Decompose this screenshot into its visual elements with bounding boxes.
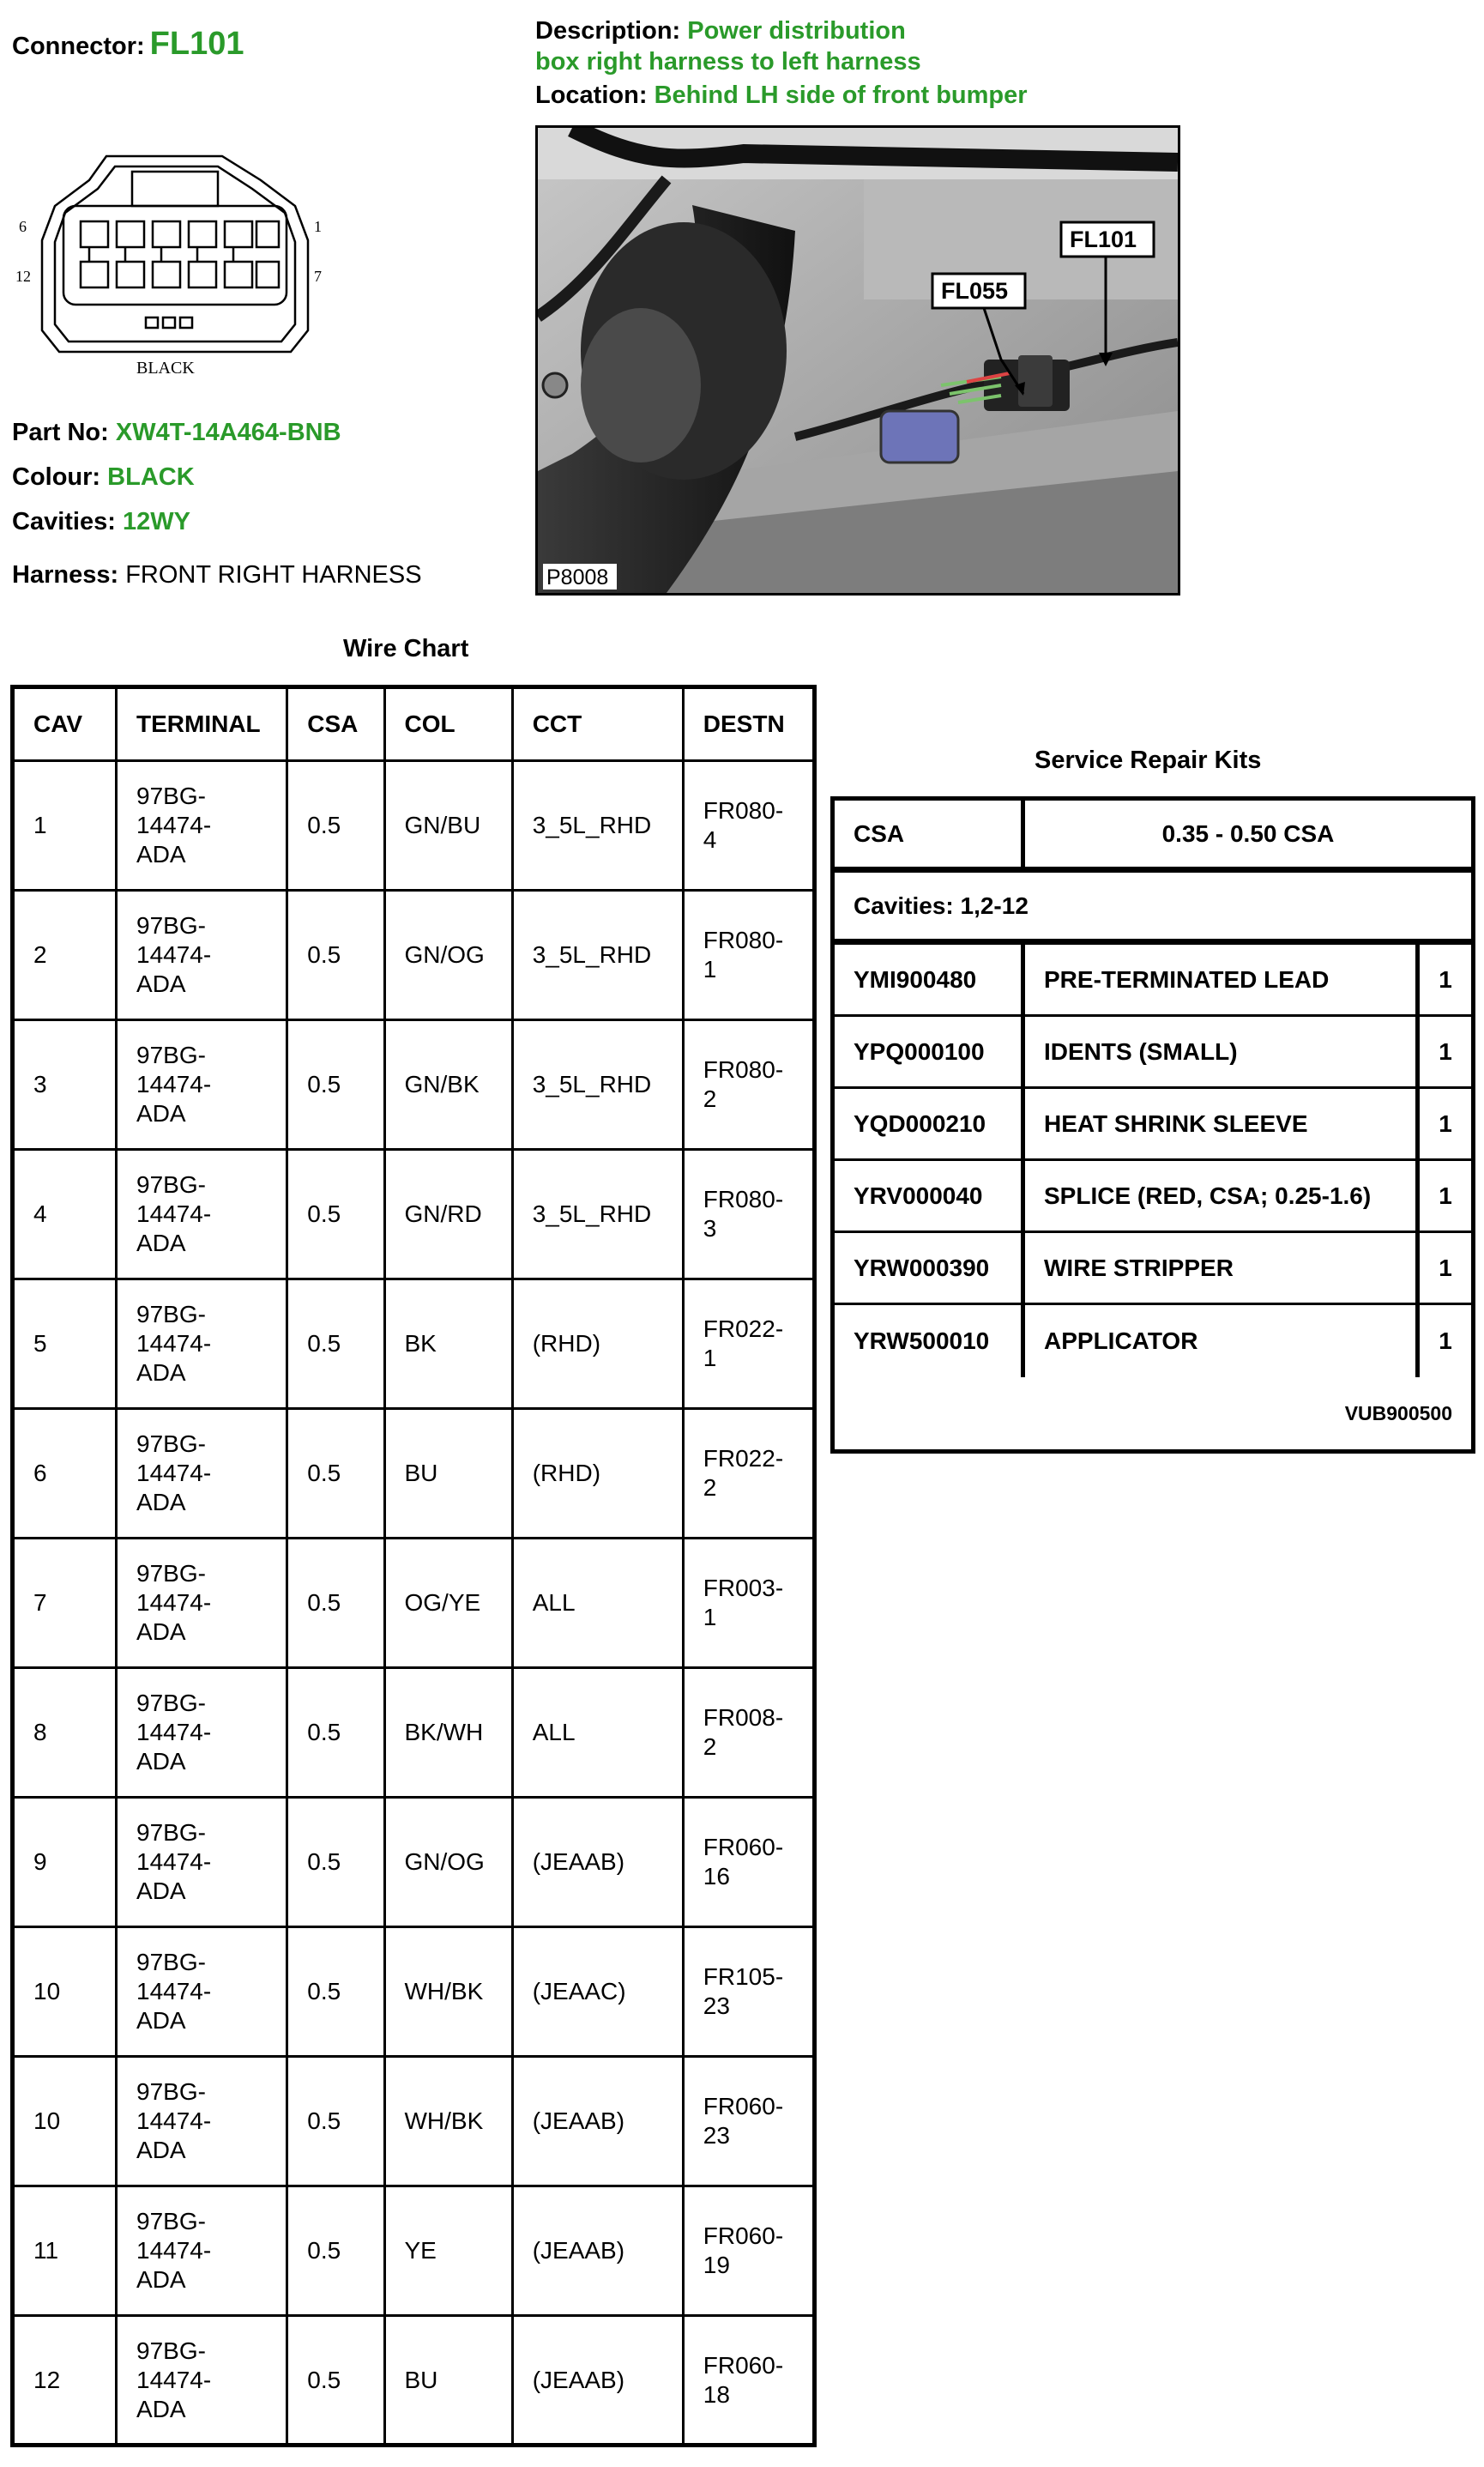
photo-ref: P8008	[546, 565, 609, 590]
srk-item-row	[835, 1305, 1471, 1377]
cell-terminal: 97BG- 14474- ADA	[117, 1927, 287, 2057]
wire-chart-title: Wire Chart	[343, 635, 469, 662]
part-no-row	[12, 419, 341, 447]
srk-item-qty: 1	[1439, 1110, 1452, 1137]
cell-cav: 10	[13, 2057, 117, 2186]
srk-item-desc: PRE-TERMINATED LEAD	[1025, 945, 1420, 1014]
cell-cav: 2	[13, 891, 117, 1020]
service-kits-table	[830, 796, 1475, 1454]
cell-destn: FR060- 16	[683, 1798, 814, 1927]
cell-col: BK/WH	[384, 1668, 512, 1798]
pin-label-6: 6	[19, 218, 27, 235]
cell-csa: 0.5	[287, 2316, 384, 2446]
table-row	[13, 1279, 815, 1409]
cell-terminal: 97BG- 14474- ADA	[117, 1279, 287, 1409]
cell-terminal: 97BG- 14474- ADA	[117, 2057, 287, 2186]
wire-chart-table	[10, 685, 817, 2447]
srk-item-row	[835, 1017, 1471, 1089]
connector-heading	[12, 26, 244, 63]
srk-ref-row	[835, 1377, 1471, 1449]
cell-csa: 0.5	[287, 1798, 384, 1927]
srk-item-code: YPQ000100	[835, 1017, 1025, 1086]
srk-item-row	[835, 1089, 1471, 1161]
cell-csa: 0.5	[287, 1668, 384, 1798]
col-header-csa: CSA	[287, 687, 384, 761]
col-header-terminal: TERMINAL	[117, 687, 287, 761]
srk-csa-row	[835, 801, 1471, 873]
srk-item-code: YRW000390	[835, 1233, 1025, 1303]
srk-item-desc: IDENTS (SMALL)	[1025, 1017, 1420, 1086]
table-row	[13, 891, 815, 1020]
table-row	[13, 1409, 815, 1539]
cell-cct: 3_5L_RHD	[512, 891, 683, 1020]
location	[535, 82, 1028, 110]
col-header-col: COL	[384, 687, 512, 761]
harness-row	[12, 561, 422, 590]
cell-destn: FR060- 23	[683, 2057, 814, 2186]
cell-cct: 3_5L_RHD	[512, 761, 683, 891]
harness-value: FRONT RIGHT HARNESS	[125, 561, 422, 589]
srk-ref: VUB900500	[1344, 1401, 1452, 1424]
srk-item-row	[835, 945, 1471, 1017]
cell-cav: 10	[13, 1927, 117, 2057]
cell-cav: 9	[13, 1798, 117, 1927]
table-row	[13, 2316, 815, 2446]
cell-terminal: 97BG- 14474- ADA	[117, 2186, 287, 2316]
colour-row	[12, 463, 195, 492]
col-header-cav: CAV	[13, 687, 117, 761]
cell-cav: 3	[13, 1020, 117, 1150]
cell-cav: 5	[13, 1279, 117, 1409]
cell-terminal: 97BG- 14474- ADA	[117, 1798, 287, 1927]
cell-destn: FR105- 23	[683, 1927, 814, 2057]
wire-chart-header-row	[13, 687, 815, 761]
cell-destn: FR060- 18	[683, 2316, 814, 2446]
pin-label-7: 7	[314, 268, 322, 285]
cavities-label: Cavities:	[12, 508, 116, 535]
diagram-colour-caption: BLACK	[136, 359, 195, 378]
srk-item-qty: 1	[1439, 1182, 1452, 1209]
colour-value: BLACK	[107, 463, 195, 491]
cell-cav: 11	[13, 2186, 117, 2316]
table-row	[13, 2057, 815, 2186]
location-photo	[535, 125, 1180, 596]
srk-item-code: YQD000210	[835, 1089, 1025, 1158]
cell-col: WH/BK	[384, 2057, 512, 2186]
connector-label: Connector:	[12, 33, 145, 60]
cell-cav: 7	[13, 1539, 117, 1668]
cell-terminal: 97BG- 14474- ADA	[117, 1668, 287, 1798]
harness-label: Harness:	[12, 561, 119, 589]
cell-cav: 12	[13, 2316, 117, 2446]
cell-destn: FR080- 2	[683, 1020, 814, 1150]
cell-destn: FR022- 1	[683, 1279, 814, 1409]
table-row	[13, 1150, 815, 1279]
cell-cct: (RHD)	[512, 1279, 683, 1409]
cell-csa: 0.5	[287, 2186, 384, 2316]
cell-cct: ALL	[512, 1668, 683, 1798]
table-row	[13, 1668, 815, 1798]
srk-item-row	[835, 1233, 1471, 1305]
srk-item-qty: 1	[1439, 965, 1452, 993]
cell-cct: (JEAAB)	[512, 2316, 683, 2446]
cell-col: GN/OG	[384, 891, 512, 1020]
srk-cavities: Cavities: 1,2-12	[854, 892, 1029, 919]
srk-item-desc: HEAT SHRINK SLEEVE	[1025, 1089, 1420, 1158]
srk-item-code: YMI900480	[835, 945, 1025, 1014]
cell-destn: FR003- 1	[683, 1539, 814, 1668]
cell-cct: (JEAAB)	[512, 2186, 683, 2316]
pin-label-1: 1	[314, 218, 322, 235]
cell-terminal: 97BG- 14474- ADA	[117, 761, 287, 891]
description-label: Description:	[535, 17, 681, 45]
srk-item-desc: APPLICATOR	[1025, 1305, 1420, 1377]
srk-item-qty: 1	[1439, 1254, 1452, 1281]
connector-diagram	[12, 146, 338, 386]
cell-destn: FR060- 19	[683, 2186, 814, 2316]
srk-item-code: YRV000040	[835, 1161, 1025, 1230]
cell-cct: (JEAAB)	[512, 1798, 683, 1927]
srk-item-row	[835, 1161, 1471, 1233]
srk-item-qty: 1	[1439, 1327, 1452, 1354]
cell-col: GN/BK	[384, 1020, 512, 1150]
table-row	[13, 1539, 815, 1668]
srk-item-qty: 1	[1439, 1037, 1452, 1065]
cell-terminal: 97BG- 14474- ADA	[117, 1150, 287, 1279]
cell-csa: 0.5	[287, 761, 384, 891]
cell-col: BU	[384, 2316, 512, 2446]
cell-csa: 0.5	[287, 1150, 384, 1279]
cell-cav: 1	[13, 761, 117, 891]
cell-destn: FR022- 2	[683, 1409, 814, 1539]
cell-terminal: 97BG- 14474- ADA	[117, 1020, 287, 1150]
cell-csa: 0.5	[287, 2057, 384, 2186]
srk-item-desc: SPLICE (RED, CSA; 0.25-1.6)	[1025, 1161, 1420, 1230]
cavities-value: 12WY	[122, 508, 190, 535]
cell-terminal: 97BG- 14474- ADA	[117, 891, 287, 1020]
description-line1: Power distribution	[687, 17, 906, 45]
cell-col: BK	[384, 1279, 512, 1409]
table-row	[13, 2186, 815, 2316]
part-no-label: Part No:	[12, 419, 109, 446]
cell-csa: 0.5	[287, 1539, 384, 1668]
table-row	[13, 1927, 815, 2057]
cell-cct: 3_5L_RHD	[512, 1020, 683, 1150]
cell-csa: 0.5	[287, 1409, 384, 1539]
srk-csa-label: CSA	[835, 801, 1025, 867]
cell-cav: 8	[13, 1668, 117, 1798]
service-kits-title: Service Repair Kits	[1035, 747, 1262, 774]
srk-item-desc: WIRE STRIPPER	[1025, 1233, 1420, 1303]
cavities-row	[12, 508, 190, 536]
cell-csa: 0.5	[287, 1020, 384, 1150]
srk-cavities-row	[835, 873, 1471, 945]
cell-destn: FR080- 1	[683, 891, 814, 1020]
cell-csa: 0.5	[287, 1927, 384, 2057]
pin-label-12: 12	[15, 268, 31, 285]
col-header-destn: DESTN	[683, 687, 814, 761]
cell-terminal: 97BG- 14474- ADA	[117, 2316, 287, 2446]
table-row	[13, 1798, 815, 1927]
cell-col: GN/RD	[384, 1150, 512, 1279]
location-value: Behind LH side of front bumper	[654, 82, 1028, 109]
photo-callout-fl055: FL055	[941, 278, 1009, 304]
cell-destn: FR080- 3	[683, 1150, 814, 1279]
cell-col: YE	[384, 2186, 512, 2316]
location-label: Location:	[535, 82, 648, 109]
col-header-cct: CCT	[512, 687, 683, 761]
cell-col: GN/BU	[384, 761, 512, 891]
srk-item-code: YRW500010	[835, 1305, 1025, 1377]
cell-cct: (JEAAB)	[512, 2057, 683, 2186]
cell-csa: 0.5	[287, 1279, 384, 1409]
cell-cav: 4	[13, 1150, 117, 1279]
photo-callout-fl101: FL101	[1070, 227, 1137, 252]
cell-col: OG/YE	[384, 1539, 512, 1668]
colour-label: Colour:	[12, 463, 101, 491]
cell-destn: FR080- 4	[683, 761, 814, 891]
cell-cct: ALL	[512, 1539, 683, 1668]
cell-cct: 3_5L_RHD	[512, 1150, 683, 1279]
part-no-value: XW4T-14A464-BNB	[115, 419, 341, 446]
description	[535, 15, 921, 77]
cell-csa: 0.5	[287, 891, 384, 1020]
cell-destn: FR008- 2	[683, 1668, 814, 1798]
cell-col: GN/OG	[384, 1798, 512, 1927]
cell-col: BU	[384, 1409, 512, 1539]
cell-col: WH/BK	[384, 1927, 512, 2057]
cell-cav: 6	[13, 1409, 117, 1539]
description-line2: box right harness to left harness	[535, 48, 921, 76]
connector-id: FL101	[149, 26, 244, 62]
table-row	[13, 1020, 815, 1150]
cell-cct: (RHD)	[512, 1409, 683, 1539]
cell-cct: (JEAAC)	[512, 1927, 683, 2057]
table-row	[13, 761, 815, 891]
cell-terminal: 97BG- 14474- ADA	[117, 1409, 287, 1539]
srk-csa-value: 0.35 - 0.50 CSA	[1161, 819, 1335, 847]
cell-terminal: 97BG- 14474- ADA	[117, 1539, 287, 1668]
